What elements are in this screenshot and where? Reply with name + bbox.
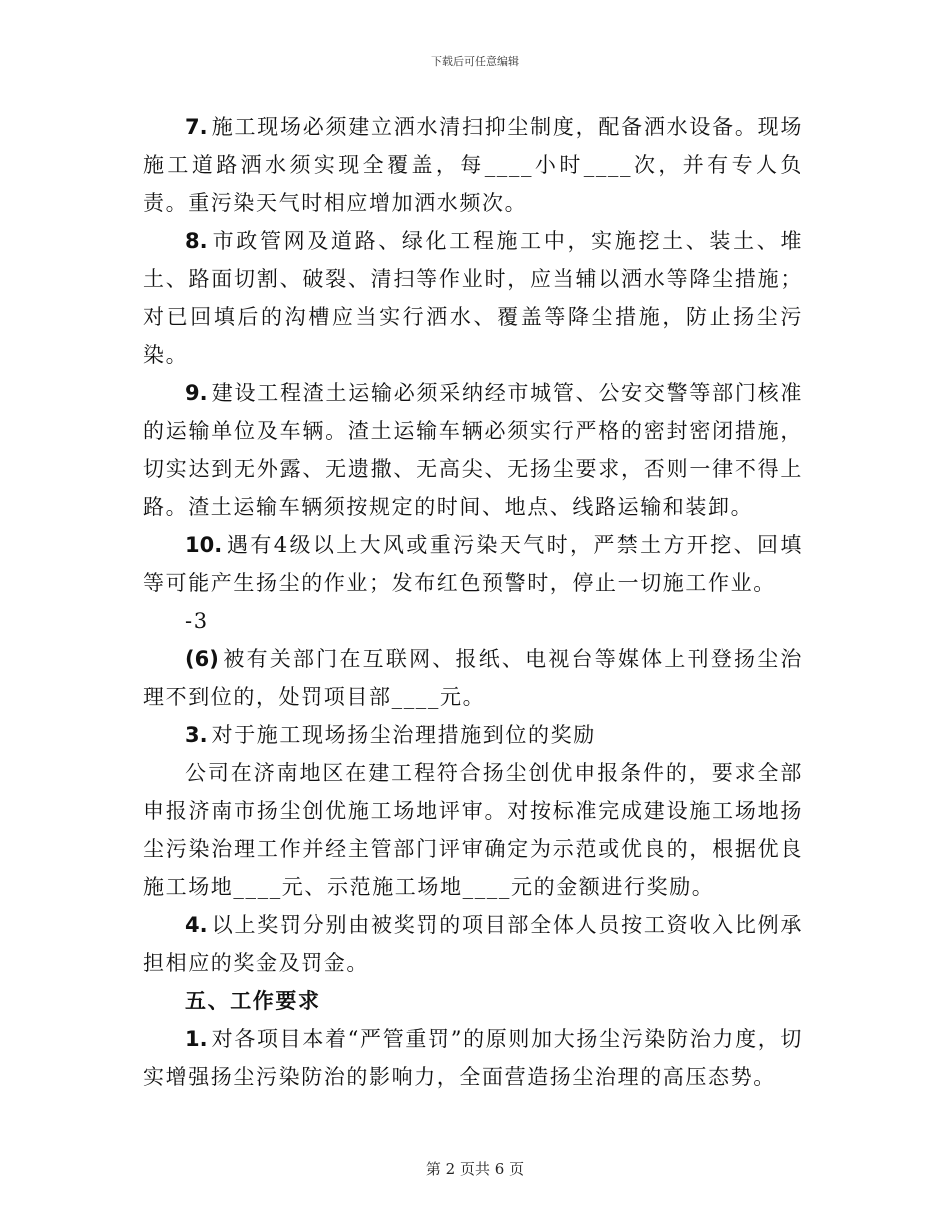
paragraph-item-9 (143, 374, 803, 526)
paragraph-text: 被有关部门在互联网、报纸、电视台等媒体上刊登扬尘治理不到位的，处罚项目部____元。 (143, 647, 803, 709)
paragraph-item-4 (143, 906, 803, 982)
paragraph-item-10 (143, 526, 803, 602)
page-header: 下载后可任意编辑 (431, 55, 519, 68)
paragraph-text: 施工现场必须建立洒水清扫抑尘制度，配备洒水设备。现场施工道路洒水须实现全覆盖，每____小时____次，并有专人负责。重污染天气时相应增加洒水频次。 (143, 115, 803, 215)
item-number: 3. (185, 723, 208, 747)
page-marker: -3 (185, 609, 209, 633)
item-number: 9. (185, 381, 208, 405)
paragraph-text: 遇有4级以上大风或重污染天气时，严禁土方开挖、回填等可能产生扬尘的作业；发布红色预警时，停止一切施工作业。 (143, 533, 803, 595)
page-footer: 第 2 页共 6 页 (425, 1160, 525, 1178)
paragraph-text: 对于施工现场扬尘治理措施到位的奖励 (211, 723, 596, 747)
paragraph-text: 对各项目本着“严管重罚”的原则加大扬尘污染防治力度，切实增强扬尘污染防治的影响力，全面营造扬尘治理的高压态势。 (143, 1027, 803, 1089)
item-number: 10. (185, 533, 223, 557)
item-number: 4. (185, 913, 208, 937)
paragraph-item-3 (143, 716, 803, 754)
paragraph-text: 市政管网及道路、绿化工程施工中，实施挖土、装土、堆土、路面切割、破裂、清扫等作业时，应当辅以洒水等降尘措施；对已回填后的沟槽应当实行洒水、覆盖等降尘措施，防止扬尘污染。 (143, 229, 803, 367)
document-body (143, 108, 803, 1096)
section-heading-5: 五、工作要求 (185, 988, 321, 1013)
paragraph-text: 以上奖罚分别由被奖罚的项目部全体人员按工资收入比例承担相应的奖金及罚金。 (143, 913, 803, 975)
item-number: (6) (185, 647, 219, 671)
item-number: 8. (185, 229, 208, 253)
paragraph-text: 建设工程渣土运输必须采纳经市城管、公安交警等部门核准的运输单位及车辆。渣土运输车辆必须实行严格的密封密闭措施，切实达到无外露、无遗撒、无高尖、无扬尘要求，否则一律不得上路。渣土运输车辆须按规定的时间、地点、线路运输和装卸。 (143, 381, 803, 519)
paragraph-item-8 (143, 222, 803, 374)
item-number: 1. (185, 1027, 208, 1051)
paragraph-item-1 (143, 1020, 803, 1096)
item-number: 7. (185, 115, 208, 139)
paragraph-item-3-body: 公司在济南地区在建工程符合扬尘创优申报条件的，要求全部申报济南市扬尘创优施工场地评审。对按标准完成建设施工场地扬尘污染治理工作并经主管部门评审确定为示范或优良的，根据优良施工场地____元、示范施工场地____元的金额进行奖励。 (143, 761, 803, 899)
paragraph-item-7 (143, 108, 803, 222)
paragraph-item-6 (143, 640, 803, 716)
